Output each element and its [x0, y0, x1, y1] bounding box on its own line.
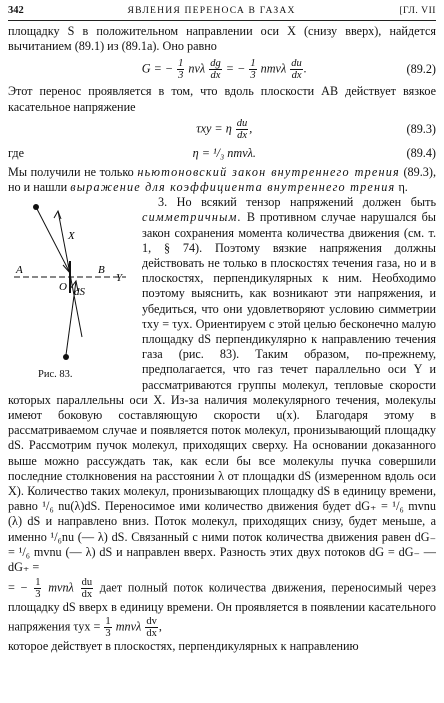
label-b: B: [98, 264, 105, 277]
equation-number: (89.2): [406, 61, 436, 76]
equation-89-3-body: τxy = η $\frac{du}{dx}$ ,: [196, 118, 253, 142]
figure-83-diagram: [8, 197, 136, 367]
equation-89-4: [8, 145, 436, 163]
label-x: X: [68, 230, 75, 243]
header-rule: [8, 20, 436, 21]
equation-89-2-body: G = − $\frac{1}{3}$ nvλ $\frac{dg}{dx}$ = − $\frac{1}{3}$ nmvλ $\frac{du}{dx}$ .: [141, 57, 307, 81]
running-header: [8, 4, 436, 18]
label-a: A: [16, 264, 23, 277]
figure-block: [8, 195, 436, 575]
chapter-marker: [ГЛ. VII: [399, 5, 436, 16]
running-title: ЯВЛЕНИЯ ПЕРЕНОСА В ГАЗАХ: [127, 5, 296, 16]
label-o: O: [59, 281, 67, 294]
molecule-bottom: [63, 354, 69, 360]
paragraph-4: 3. Но всякий тензор напряжений должен быть симметричным. В противном случае нарушался бы закон сохранения момента количества движения (см. т. 1, § 74). Поэтому вязкие напряжения должны действовать не только в плоскостях течения газа, но и в плоскостях, перпендикулярных к ним. Необходимо поэтому выяснить, как возникают эти напряжения, и убедиться, что они удовлетворяют условию симметрии τxy = τyx. Ориентируем с этой целью бесконечно малую площадку dS перпендикулярно к направлению течения газа (рис. 83). Таким образом, по-прежнему, предполагается, что газ течет параллельно оси Y и рассматриваются группы молекул, тепловые скорости которых параллельны оси X. Из-за наличия молекулярного течения, молекулы имеют боковую составляющую скорости u(x). Благодаря этому в рассматриваемом случае и появляется поток молекул, пронизывающий площадку dS. Рассмотрим пучок молекул, приходящих сверху. На основании доказанного выше можно рассуждать так, как если бы все молекулы пучка совершили последние столкновения на расстоянии λ от площадки dS (измеренном вдоль оси X). Количество таких молекул, пронизывающих площадку dS в единицу времени, равно ¹/₆ nu(λ)dS. Переносимое ими количество движения будет dG₊ = ¹/₆ mvnu (λ) dS и направлено вниз. Поток молекул, приходящих снизу, будет меньше, а именно ¹/₆nu (— λ) dS. Связанный с ними поток количества движения равен dG₋ = ¹/₆ mvnu (— λ) dS и направлен вверх. Разность этих двух потоков dG = dG₋ — dG₊ =: [8, 195, 436, 575]
page-number: 342: [8, 5, 24, 16]
figure-caption: Рис. 83.: [38, 369, 73, 381]
equation-89-3: [8, 117, 436, 143]
paragraph-5: = − $\frac{1}{3}$ mvnλ $\frac{du}{dx}$ дает полный поток количества движения, переносимый через площадку dS вверх в единицу времени. Он проявляется в появлении касательного напряжения τyx = $\frac{1}{3}$ mnvλ $\frac{dv}{dx}$ ,: [8, 577, 436, 639]
equation-number: (89.3): [406, 122, 436, 137]
molecule-arrowhead-top: [63, 263, 70, 273]
paragraph-6: которое действует в плоскостях, перпендикулярных к направлению: [8, 638, 359, 653]
equation-89-2: [8, 56, 436, 82]
label-ds: dS: [74, 286, 85, 299]
molecule-path-top: [36, 207, 70, 273]
figure-83: [8, 197, 136, 381]
paragraph-2: Этот перенос проявляется в том, что вдоль плоскости AB действует вязкое касательное напряжение: [8, 84, 436, 114]
x-axis-arrowhead: [54, 211, 61, 219]
label-y: Y: [116, 272, 123, 285]
paragraph-3: Мы получили не только ньютоновский закон внутреннего трения (89.3), но и нашли выражение для коэффициента внутреннего трения η.: [8, 164, 436, 195]
equation-number: (89.4): [406, 146, 436, 161]
equation-89-4-body: η = ¹/₃ nmvλ.: [192, 146, 256, 161]
molecule-top: [33, 204, 39, 210]
equation-label: где: [8, 146, 25, 161]
paragraph-1: площадку S в положительном направлении оси X (снизу вверх), найдется вычитанием (89.1) из (89.1а). Оно равно: [8, 24, 436, 54]
